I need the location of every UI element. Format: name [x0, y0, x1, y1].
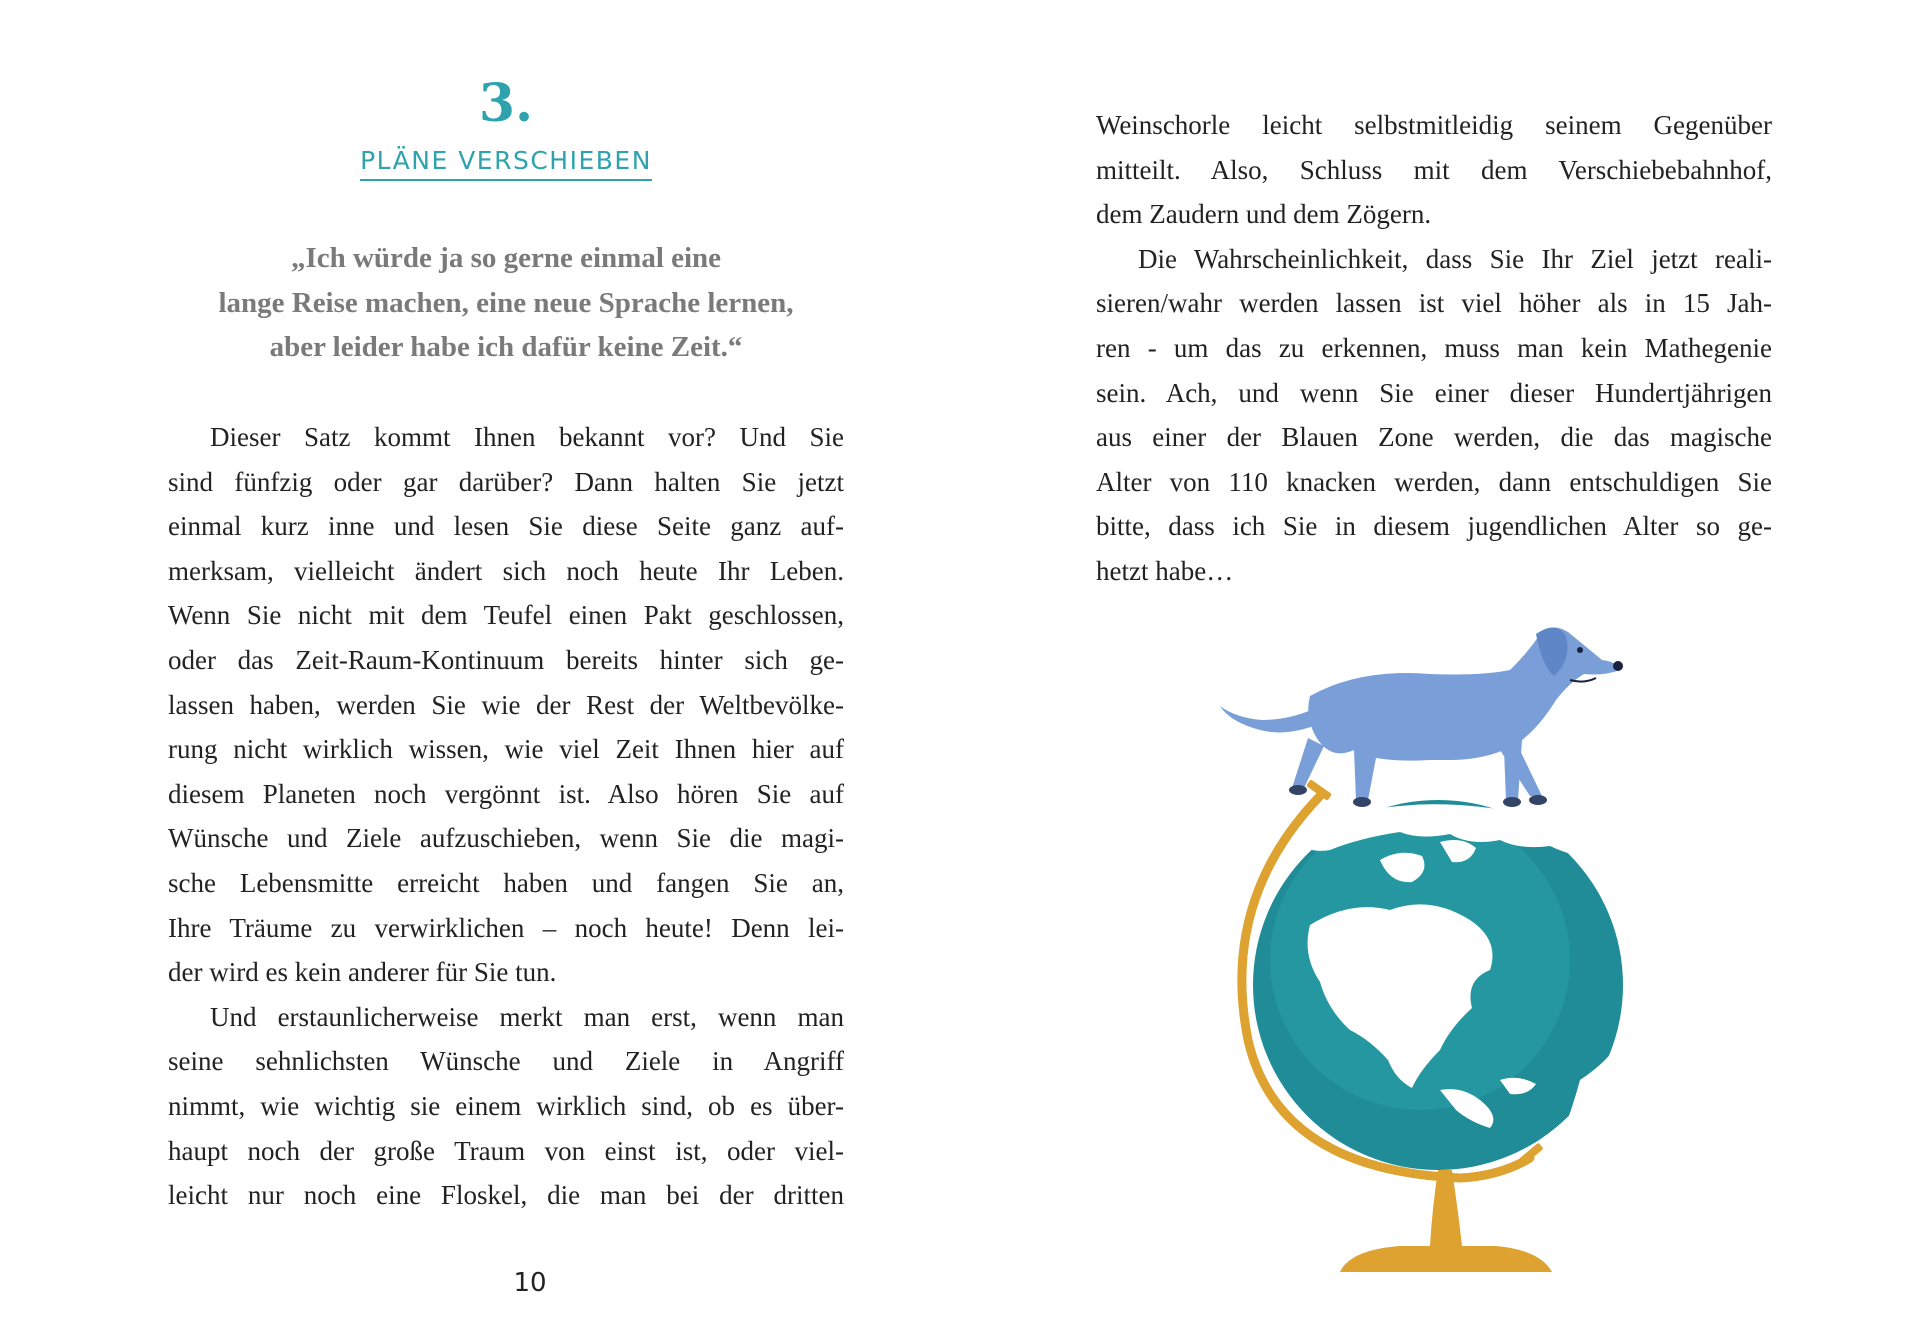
- body-line: sche Lebensmitte erreicht haben und fangen Sie an,: [168, 867, 844, 898]
- body-line: merksam, vielleicht ändert sich noch heute Ihr Leben.: [168, 555, 844, 586]
- body-line: mitteilt. Also, Schluss mit dem Verschiebebahnhof,: [1096, 154, 1772, 185]
- quote-line: aber leider habe ich dafür keine Zeit.“: [269, 331, 743, 363]
- left-body-text: [168, 415, 844, 1218]
- right-body-text: [1096, 103, 1772, 594]
- intro-quote: [168, 236, 844, 370]
- body-line: Alter von 110 knacken werden, dann entschuldigen Sie: [1096, 466, 1772, 497]
- body-line: Ihre Träume zu verwirklichen – noch heute! Denn lei-: [168, 912, 844, 943]
- quote-line: lange Reise machen, eine neue Sprache lernen,: [218, 286, 794, 319]
- body-line: seine sehnlichsten Wünsche und Ziele in Angriff: [168, 1046, 844, 1077]
- body-line: einmal kurz inne und lesen Sie diese Seite ganz auf-: [168, 511, 844, 542]
- body-line: aus einer der Blauen Zone werden, die das magische: [1096, 422, 1772, 453]
- body-line: haupt noch der große Traum von einst ist, oder viel-: [168, 1135, 844, 1166]
- dog-on-globe-illustration: [1200, 610, 1670, 1310]
- chapter-title: PLÄNE VERSCHIEBEN: [360, 146, 652, 181]
- globe-stand-base: [1340, 1170, 1552, 1272]
- body-line: Dieser Satz kommt Ihnen bekannt vor? Und Sie: [210, 422, 844, 452]
- body-line: oder das Zeit-Raum-Kontinuum bereits hinter sich ge-: [168, 644, 844, 675]
- body-line: lassen haben, werden Sie wie der Rest der Weltbevölke-: [168, 689, 844, 720]
- body-line: der wird es kein anderer für Sie tun.: [168, 957, 557, 988]
- body-line: Weinschorle leicht selbstmitleidig seinem Gegenüber: [1096, 110, 1772, 140]
- quote-line: „Ich würde ja so gerne einmal eine: [290, 242, 722, 274]
- body-line: sein. Ach, und wenn Sie einer dieser Hundertjährigen: [1096, 377, 1772, 408]
- body-line: leicht nur noch eine Floskel, die man bei der dritten: [168, 1180, 844, 1211]
- body-line: hetzt habe…: [1096, 555, 1234, 586]
- body-line: Die Wahrscheinlichkeit, dass Sie Ihr Ziel jetzt reali-: [1138, 243, 1772, 274]
- body-line: ren - um das zu erkennen, muss man kein Mathegenie: [1096, 332, 1772, 363]
- body-line: diesem Planeten noch vergönnt ist. Also hören Sie auf: [168, 778, 844, 809]
- page-number: 10: [513, 1268, 547, 1298]
- body-line: Wenn Sie nicht mit dem Teufel einen Pakt geschlossen,: [168, 600, 844, 631]
- body-line: rung nicht wirklich wissen, wie viel Zeit Ihnen hier auf: [168, 734, 844, 765]
- chapter-title-wrap: [168, 146, 844, 181]
- body-line: dem Zaudern und dem Zögern.: [1096, 199, 1432, 230]
- body-line: nimmt, wie wichtig sie einem wirklich sind, ob es über-: [168, 1090, 844, 1121]
- body-line: bitte, dass ich Sie in diesem jugendlichen Alter so ge-: [1096, 511, 1772, 542]
- chapter-number: 3.: [478, 73, 534, 134]
- dog-figure: [1220, 627, 1623, 807]
- body-line: sieren/wahr werden lassen ist viel höher als in 15 Jah-: [1096, 288, 1772, 319]
- body-line: sind fünfzig oder gar darüber? Dann halten Sie jetzt: [168, 466, 844, 497]
- body-line: Wünsche und Ziele aufzuschieben, wenn Sie die magi-: [168, 823, 844, 854]
- body-line: Und erstaunlicherweise merkt man erst, wenn man: [210, 1001, 844, 1032]
